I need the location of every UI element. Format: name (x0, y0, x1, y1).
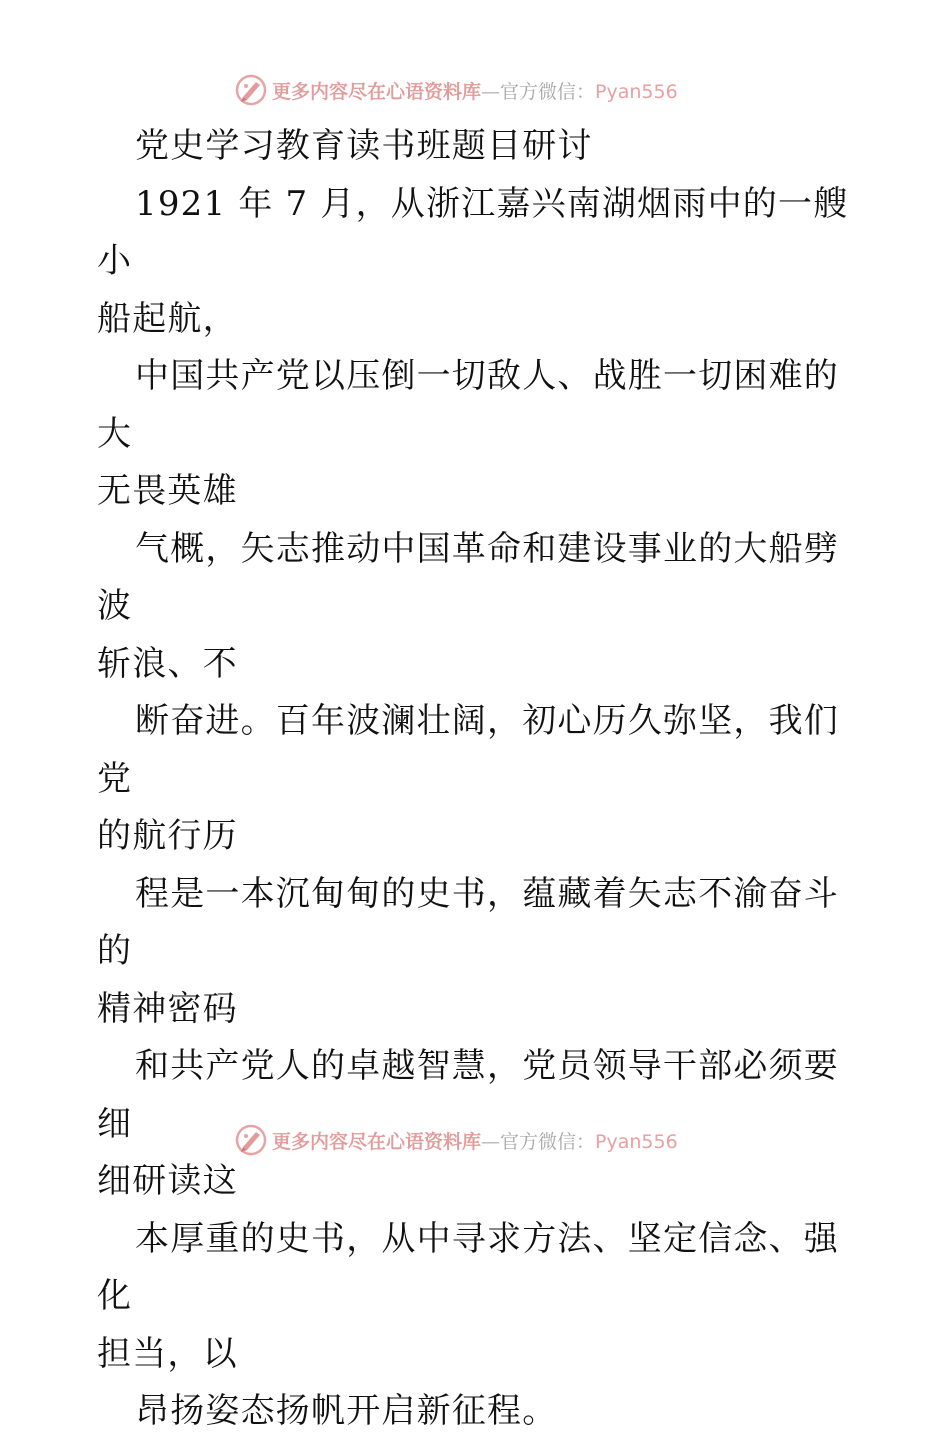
paragraph-2 (97, 348, 857, 521)
paragraph-2-line-2: 无畏英雄 (97, 471, 238, 511)
watermark-label: 官方微信： (500, 80, 596, 103)
paragraph-7-line-2: 担当，以 (97, 1333, 238, 1374)
header-watermark (234, 70, 678, 110)
pen-logo-icon (234, 1123, 268, 1157)
paragraph-3-line-1: 气概，矢志推动中国革命和建设事业的大船劈波 (97, 528, 839, 626)
paragraph-5 (97, 866, 857, 1039)
paragraph-8 (97, 1383, 857, 1441)
watermark-wechat-id: Pyan556 (595, 1130, 678, 1153)
paragraph-1-line-1: 1921 年 7 月，从浙江嘉兴南湖烟雨中的一艘小 (97, 183, 849, 281)
paragraph-6-line-1: 和共产党人的卓越智慧，党员领导干部必须要细 (97, 1046, 839, 1144)
paragraph-5-line-1: 程是一本沉甸甸的史书，蕴藏着矢志不渝奋斗的 (97, 873, 839, 971)
paragraph-1-line-2: 船起航， (97, 298, 238, 339)
watermark-text (272, 77, 678, 104)
watermark-dash: — (481, 1130, 501, 1153)
document-title (97, 118, 857, 176)
paragraph-4-line-2: 的航行历 (97, 816, 238, 856)
paragraph-5-line-2: 精神密码 (97, 988, 238, 1029)
paragraph-4-line-1: 断奋进。百年波澜壮阔，初心历久弥坚，我们党 (97, 701, 839, 799)
watermark-text (272, 1127, 678, 1154)
watermark-wechat-id: Pyan556 (595, 80, 678, 103)
paragraph-2-line-1: 中国共产党以压倒一切敌人、战胜一切困难的大 (97, 356, 839, 454)
watermark-label: 官方微信： (500, 1130, 596, 1153)
paragraph-8-line-1: 昂扬姿态扬帆开启新征程。 (135, 1391, 558, 1431)
document-body (97, 118, 857, 1441)
paragraph-7 (97, 1211, 857, 1384)
pen-logo-icon (234, 73, 268, 107)
paragraph-4 (97, 693, 857, 866)
paragraph-3-line-2: 斩浪、不 (97, 643, 238, 684)
watermark-site-text: 更多内容尽在心语资料库 (272, 80, 482, 103)
paragraph-3 (97, 521, 857, 694)
watermark-site-text: 更多内容尽在心语资料库 (272, 1130, 482, 1153)
paragraph-1 (97, 176, 857, 349)
paragraph-6-line-2: 细研读这 (97, 1161, 238, 1201)
paragraph-7-line-1: 本厚重的史书，从中寻求方法、坚定信念、强化 (97, 1218, 839, 1316)
watermark-dash: — (481, 80, 501, 103)
title-text: 党史学习教育读书班题目研讨 (135, 126, 593, 166)
footer-watermark (234, 1120, 678, 1160)
